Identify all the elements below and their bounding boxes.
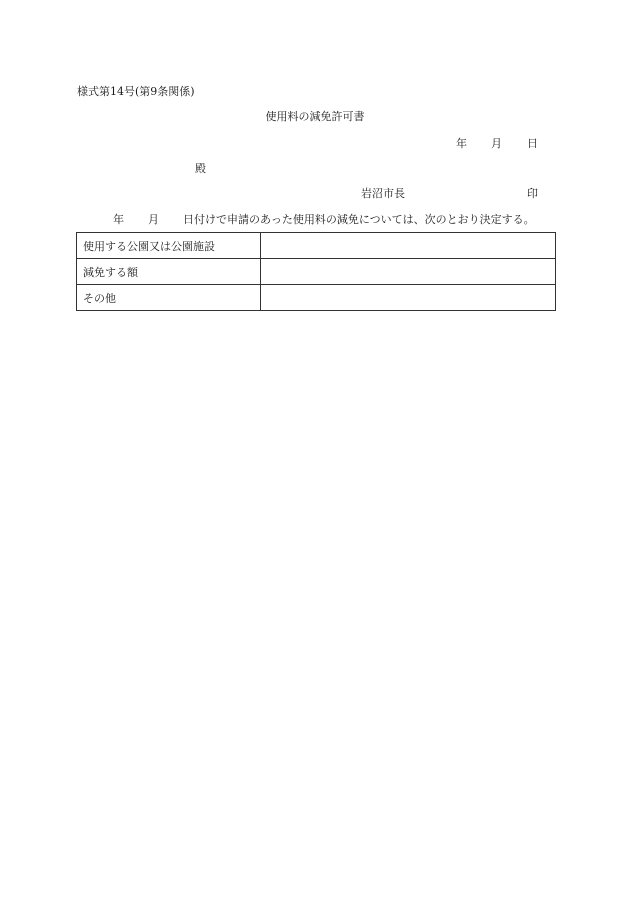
body-text: 日付けで申請のあった使用料の減免については、次のとおり決定する。 (183, 213, 535, 226)
decision-table (76, 232, 556, 311)
issuer-name: 岩沼市長 (361, 187, 405, 200)
date-year-label: 年 (456, 137, 467, 150)
body-month-label: 月 (148, 213, 159, 226)
row-value-other (261, 285, 556, 311)
table-row (77, 259, 556, 285)
row-label-reduction-amount: 減免する額 (77, 259, 261, 285)
row-value-park-facility (261, 233, 556, 259)
row-label-park-facility: 使用する公園又は公園施設 (77, 233, 261, 259)
body-paragraph (77, 213, 557, 227)
date-month-label: 月 (491, 137, 502, 150)
table-row (77, 285, 556, 311)
form-number: 様式第14号(第9条関係) (77, 85, 195, 98)
document-title: 使用料の減免許可書 (265, 110, 365, 123)
body-year-label: 年 (113, 213, 124, 226)
date-day-label: 日 (527, 137, 538, 150)
table-row (77, 233, 556, 259)
row-label-other: その他 (77, 285, 261, 311)
addressee-suffix: 殿 (195, 162, 206, 175)
row-value-reduction-amount (261, 259, 556, 285)
seal-mark: 印 (527, 187, 538, 200)
